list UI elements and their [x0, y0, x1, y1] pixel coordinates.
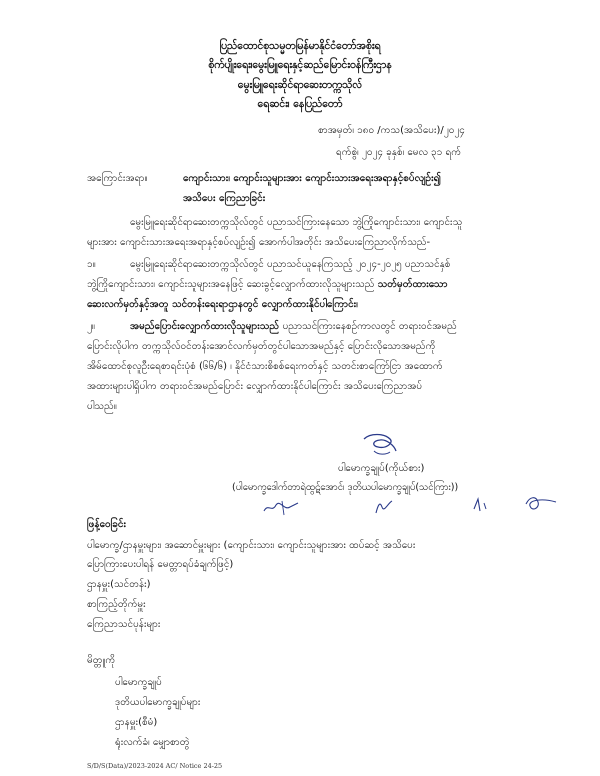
distribution-item: ဌာနမှူး(သင်တန်း): [87, 579, 151, 590]
subject-line-2: အသိပေး ကြေညာခြင်း: [183, 193, 266, 204]
intro-line-2: များအား ကျောင်းသားအရေးအရာနှင့်စပ်လျဉ်း၍ အောက်ပါအတိုင်း အသိပေးကြေညာလိုက်သည်-: [87, 237, 431, 248]
initial-signature-3: [470, 495, 500, 515]
paragraph-2-line-1: [130, 319, 510, 335]
government-name: ပြည်ထောင်စုသမ္မတမြန်မာနိုင်ငံတော်အစိုးရ: [219, 40, 381, 52]
copies-heading: မိတ္တူကို: [87, 655, 116, 666]
paragraph-1-line-3: ဆေးလက်မှတ်နှင့်အတူ သင်တန်းရေးရာဌာနတွင် လျှောက်ထားနိုင်ပါကြောင်း၊: [87, 299, 358, 310]
reference-number: စာအမှတ်၊ ၁၈၀ /ကသ(အသိပေး)/၂၀၂၄: [318, 125, 465, 136]
file-reference: S/D/S(Data)/2023-2024 AC/ Notice 24-25: [87, 762, 223, 770]
signatory-capacity: ပါမောက္ခချုပ်(ကိုယ်စား): [338, 463, 425, 474]
distribution-line-2: ပြောကြားပေးပါရန် မေတ္တာရပ်ခံချက်ဖြင့်): [87, 559, 234, 570]
location: ရေဆင်း၊ နေပြည်တော်: [257, 98, 343, 110]
copies-item: ဌာနမှူး(စီမံ): [115, 717, 158, 728]
distribution-item: စာကြည့်တိုက်မှူး: [87, 599, 146, 610]
subject-label: အကြောင်းအရာ။: [87, 173, 148, 184]
paragraph-2-line-4: အထားများပါရှိပါက တရားဝင်အမည်ပြောင်း လျှောက်ထားနိုင်ပါကြောင်း အသိပေးကြေညာအပ်: [87, 381, 423, 392]
paragraph-1-line-2-bold: သတ်မှတ်ထားသော: [377, 279, 448, 290]
copies-item: ပါမောက္ခချုပ်: [115, 677, 162, 688]
paragraph-2-line-3: အိမ်ထောင်စုလူဦးရေစာရင်းပုံစံ (၆၆/၆) ၊ နိုင်ငံသားစိစစ်ရေးကတ်နှင့် သတင်းစာကြော်ငြာ အထောက်: [87, 361, 443, 372]
paragraph-1-line-2-text: ဘွဲ့ကြိုကျောင်းသား၊ ကျောင်းသူများအနေဖြင့် ဆေးခွင့်လျှောက်ထားလိုသူများသည်: [87, 279, 378, 290]
paragraph-2-number: ၂။: [87, 321, 95, 332]
paragraph-2-line-5: ပါသည်။: [87, 401, 117, 412]
distribution-line-1: ပါမောက္ခ/ဌာနမှူးများ၊ အဆောင်မှူးများ (ကျောင်းသား၊ ကျောင်းသူများအား ထပ်ဆင့် အသိပေး: [87, 540, 416, 551]
copies-item: ရုံးလက်ခံ၊ မျှောစာတွဲ: [115, 737, 190, 748]
paragraph-1-line-1: မွေးမြူရေးဆိုင်ရာဆေးတက္ကသိုလ်တွင် ပညာသင်ယူနေကြသည့် ၂၀၂၄-၂၀၂၅ ပညာသင်နှစ်: [130, 259, 451, 270]
signatory-name-title: (ပါမောက္ခဒေါက်တာရဲထွဋ်အောင်၊ ဒုတိယပါမောက္ခချုပ်(သင်ကြား)): [232, 482, 459, 493]
paragraph-1-number: ၁။: [87, 259, 96, 270]
paragraph-2-line-1-bold: အမည်ပြောင်းလျှောက်ထားလိုသူများသည်: [130, 321, 283, 332]
university-name: မွေးမြူရေးဆိုင်ရာဆေးတက္ကသိုလ်: [237, 79, 363, 91]
intro-line-1: မွေးမြူရေးဆိုင်ရာဆေးတက္ကသိုလ်တွင် ပညာသင်ကြားနေသော ဘွဲ့ကြိုကျောင်းသား၊ ကျောင်းသူ: [130, 217, 463, 228]
initial-signature-2: [372, 497, 402, 517]
paragraph-2-line-2: ပြောင်းလိုပါက တက္ကသိုလ်ဝင်တန်းအောင်လက်မှတ်တွင်ပါသောအမည်နှင့် ပြောင်းလိုသောအမည်ကို: [87, 341, 436, 352]
copies-item: ဒုတိယပါမောက္ခချုပ်များ: [115, 697, 201, 708]
initial-signature-1: [262, 497, 302, 517]
distribution-item: ကြေညာသင်ပုန်းများ: [87, 619, 161, 630]
distribution-heading: ဖြန့်ဝေခြင်း: [87, 519, 127, 530]
handwritten-signature: [360, 431, 400, 457]
paragraph-1-line-2: [87, 277, 510, 293]
ministry-name: စိုက်ပျိုးရေး၊မွေးမြူရေးနှင့်ဆည်မြောင်းဝန်ကြီးဌာန: [208, 59, 392, 71]
subject-line-1: ကျောင်းသား၊ ကျောင်းသူများအား ကျောင်းသားအရေးအရာနှင့်စပ်လျဉ်း၍: [183, 173, 442, 184]
letter-date: ရက်စွဲ၊ ၂၀၂၄ ခုနှစ်၊ မေလ ၃၁ ရက်: [336, 147, 461, 158]
paragraph-2-line-1-text: ပညာသင်ကြားနေစဉ်ကာလတွင် တရားဝင်အမည်: [282, 321, 457, 332]
initial-signature-4: [522, 492, 562, 514]
